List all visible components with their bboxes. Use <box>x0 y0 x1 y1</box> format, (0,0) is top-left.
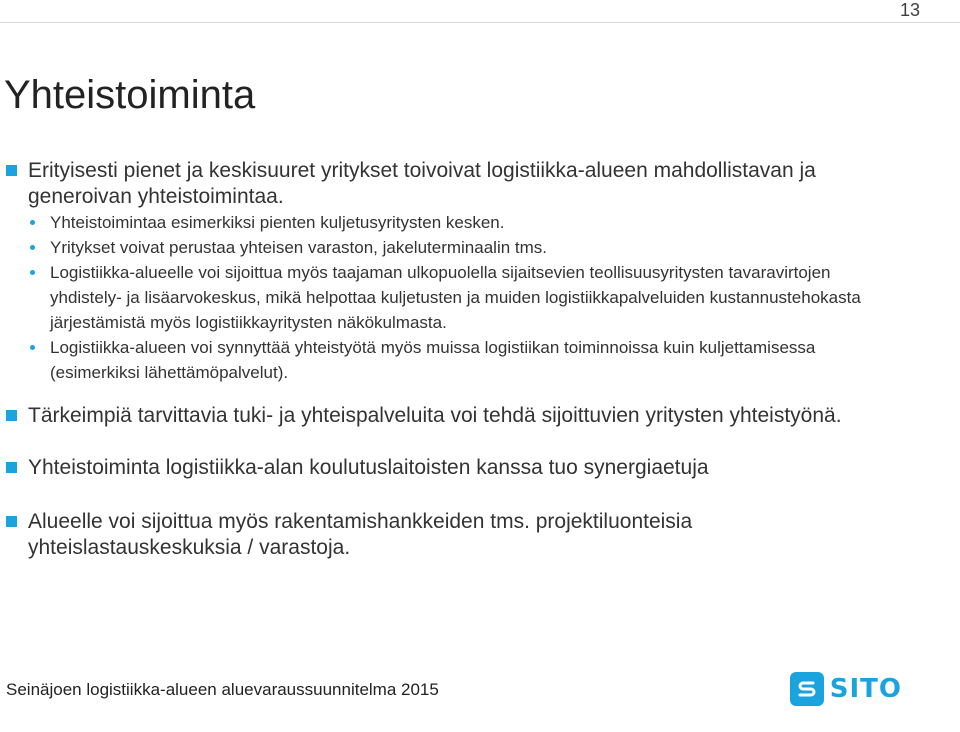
dot-bullet-icon <box>30 345 35 350</box>
sito-logo-icon <box>790 672 824 706</box>
sub-bullet-text: Logistiikka-alueelle voi sijoittua myös taajaman ulkopuolella sijaitsevien teollisuusyritysten tavaravirtojen yhdistely- ja lisäarvokeskus, mikä helpottaa kuljetusten ja muiden logistiikkapalveluiden kustannustehokasta järjestämistä myös logistiikkayritysten näkökulmasta. <box>50 263 861 332</box>
square-bullet-icon <box>6 410 17 421</box>
dot-bullet-icon <box>30 220 35 225</box>
sub-bullet-list <box>28 210 906 385</box>
top-divider <box>0 22 960 23</box>
square-bullet-icon <box>6 516 17 527</box>
square-bullet-icon <box>6 462 17 473</box>
sito-logo <box>790 672 902 706</box>
bullet-item <box>6 509 906 561</box>
page-number: 13 <box>899 0 920 20</box>
sub-bullet-item <box>28 210 906 235</box>
bullet-text: Erityisesti pienet ja keskisuuret yritykset toivoivat logistiikka-alueen mahdollistavan ja generoivan yhteistoimintaa. <box>28 159 816 208</box>
sub-bullet-item <box>28 335 906 385</box>
dot-bullet-icon <box>30 270 35 275</box>
logo-text: SITO <box>829 674 902 704</box>
bullet-text: Tärkeimpiä tarvittavia tuki- ja yhteispalveluita voi tehdä sijoittuvien yritysten yhteistyönä. <box>28 404 842 427</box>
bullet-item <box>6 455 906 481</box>
slide-title: Yhteistoiminta <box>4 73 256 117</box>
sub-bullet-item <box>28 235 906 260</box>
bullet-item <box>6 158 906 210</box>
sub-bullet-item <box>28 260 906 335</box>
sub-bullet-text: Yritykset voivat perustaa yhteisen varaston, jakeluterminaalin tms. <box>50 238 548 257</box>
footer-text: Seinäjoen logistiikka-alueen aluevaraussuunnitelma 2015 <box>6 680 439 699</box>
bullet-text: Yhteistoiminta logistiikka-alan koulutuslaitoisten kanssa tuo synergiaetuja <box>28 456 709 479</box>
dot-bullet-icon <box>30 245 35 250</box>
slide-content <box>6 158 906 561</box>
sub-bullet-text: Yhteistoimintaa esimerkiksi pienten kuljetusyritysten kesken. <box>50 213 505 232</box>
square-bullet-icon <box>6 165 17 176</box>
sub-bullet-text: Logistiikka-alueen voi synnyttää yhteistyötä myös muissa logistiikan toiminnoissa kuin kuljettamisessa (esimerkiksi lähettämöpalvelut). <box>50 338 816 382</box>
bullet-item <box>6 403 906 429</box>
bullet-text: Alueelle voi sijoittua myös rakentamishankkeiden tms. projektiluonteisia yhteislastauskeskuksia / varastoja. <box>28 510 693 559</box>
